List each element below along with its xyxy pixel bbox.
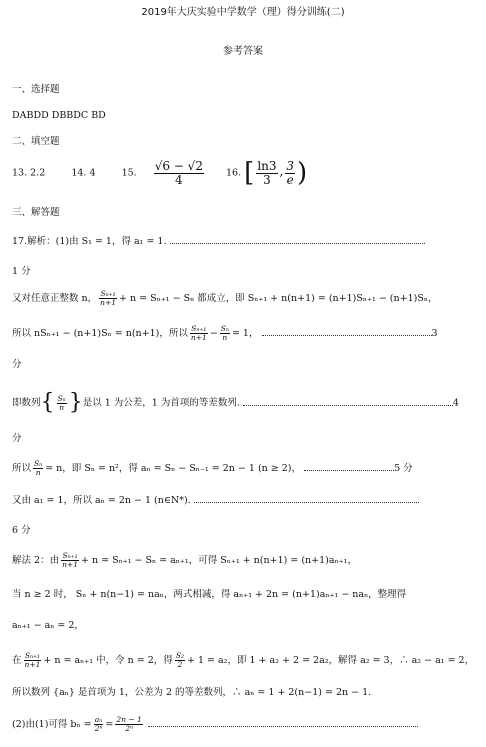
- solution-line-4: 所以 nSₙ₊₁ − (n+1)Sₙ = n(n+1)，所以 $\frac{\text{Sₙ₊₁}}{n+1}$ − $\frac{\text{Sₙ}}{n}$ = 1， 3: [12, 324, 438, 342]
- answer-15-label: 15.: [121, 167, 137, 179]
- answer-16-label: 16.: [226, 167, 242, 179]
- answer-13: 13. 2.2: [12, 167, 46, 179]
- solution-line-14: 在 $\frac{\text{Sₙ₊₁}}{n+1}$ + n = aₙ₊₁ 中，令 n = 2，得 $\frac{\text{S₂}}{2}$ + 1 = a₂，即 1 + a₂ + 2 = 2a₂，解得 a₂ = 3，∴ a₂ − a₁ = 2，: [12, 651, 475, 669]
- fill-in-answers: 13. 2.2 14. 4 15. $\frac{√6 - √2}{4}$ 16. [ $\frac{\ln 3}{3}$ , $\frac{3}{e}$ ): [12, 158, 308, 189]
- score-6: 6 分: [12, 525, 31, 536]
- score-1: 1 分: [12, 266, 31, 277]
- section2-heading: 二、填空题: [12, 136, 60, 147]
- score-3: 分: [12, 359, 22, 370]
- answer-15-fraction: $\frac{√6 - √2}{4}$: [154, 159, 203, 187]
- solution-line-3: 又对任意正整数 n， $\frac{\text{Sₙ₊₁}}{n+1}$ + n = Sₙ₊₁ − Sₙ 都成立，即 Sₙ₊₁ + n(n+1) = (n+1)Sₙ₊₁ − (n+1)Sₙ，: [12, 289, 438, 307]
- solution-line-9: 又由 a₁ = 1，所以 aₙ = 2n − 1 (n∈N*).: [12, 496, 419, 506]
- solution-line-1: 17.解析：(1)由 S₁ = 1，得 a₁ = 1.: [12, 237, 425, 247]
- solution-line-6: 即数列{ $\frac{\text{Sₙ}}{n}$ }是以 1 为公差，1 为首项的等差数列. 4: [12, 390, 459, 415]
- answer-16-interval: [: [244, 158, 255, 189]
- page-title: 2019年大庆实验中学数学（理）得分训练(二): [141, 7, 345, 18]
- section1-answers: DABDD DBBDC BD: [12, 110, 106, 121]
- section1-heading: 一、选择题: [12, 84, 60, 95]
- section3-heading: 三、解答题: [12, 207, 60, 218]
- solution-line-8: 所以 $\frac{\text{Sₙ}}{n}$ = n，即 Sₙ = n²，得 aₙ = Sₙ − Sₙ₋₁ = 2n − 1 (n ≥ 2)， 5 分: [12, 459, 413, 477]
- solution-line-16: (2)由(1)可得 bₙ = $\frac{\text{aₙ}}{\text{2ⁿ}}$ = $\frac{2n - 1}{\text{2ⁿ}}$: [12, 716, 418, 733]
- answer-14: 14. 4: [71, 167, 96, 179]
- score-4: 分: [12, 433, 22, 444]
- solution-line-13: aₙ₊₁ − aₙ = 2，: [12, 620, 84, 631]
- solution-line-15: 所以数列 {aₙ} 是首项为 1，公差为 2 的等差数列，∴ aₙ = 1 + 2(n−1) = 2n − 1.: [12, 687, 372, 698]
- solution-line-11: 解法 2：由 $\frac{\text{Sₙ₊₁}}{n+1}$ + n = Sₙ₊₁ − Sₙ = aₙ₊₁，可得 Sₙ₊₁ + n(n+1) = (n+1)aₙ₊₁，: [12, 551, 357, 569]
- solution-line-12: 当 n ≥ 2 时， Sₙ + n(n−1) = naₙ，两式相减，得 aₙ₊₁ + 2n = (n+1)aₙ₊₁ − naₙ，整理得: [12, 589, 407, 600]
- page-subtitle: 参考答案: [223, 46, 263, 57]
